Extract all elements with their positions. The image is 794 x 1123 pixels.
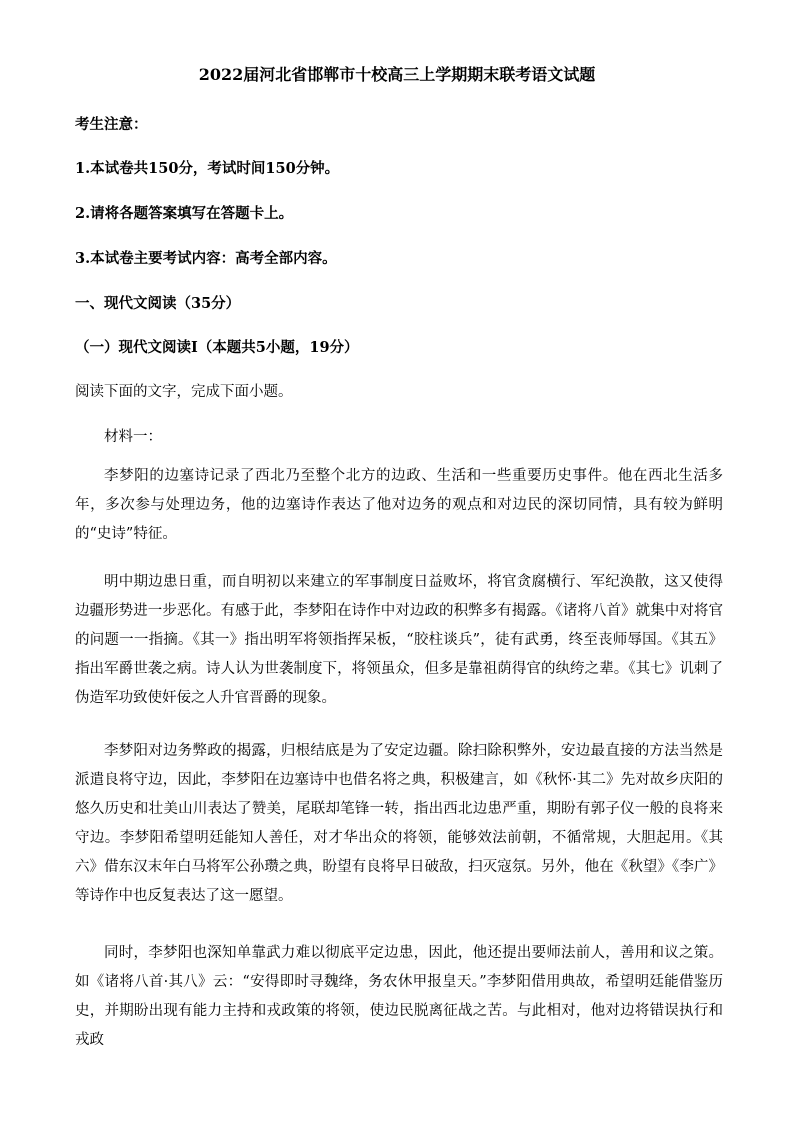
paragraph-1 <box>75 462 723 549</box>
notice-item-3: 3.本试卷主要考试内容：高考全部内容。 <box>75 250 337 267</box>
paragraph-text: 明中期边患日重，而自明初以来建立的军事制度日益败坏，将官贪腐横行、军纪涣散，这又使得边疆形势进一步恶化。有感于此，李梦阳在诗作中对边政的积弊多有揭露。《诸将八首》就集中对将官的问题一一指摘。《其一》指出明军将领指挥呆板，“胶柱谈兵”，徒有武勇，终至丧师辱国。《其五》指出军爵世袭之病。诗人认为世袭制度下，将领虽众，但多是靠祖荫得官的纨绔之辈。《其七》讥刺了伪造军功致使奸佞之人升官晋爵的现象。 <box>75 574 723 706</box>
material-label: 材料一： <box>104 429 162 445</box>
document-title: 2022届河北省邯郸市十校高三上学期期末联考语文试题 <box>198 65 596 84</box>
notice-heading: 考生注意： <box>75 116 148 133</box>
notice-item-1: 1.本试卷共150分，考试时间150分钟。 <box>75 160 340 177</box>
paragraph-text: 李梦阳对边务弊政的揭露，归根结底是为了安定边疆。除扫除积弊外，安边最直接的方法当然是派遣良将守边，因此，李梦阳在边塞诗中也借名将之典，积极建言，如《秋怀·其二》先对故乡庆阳的悠久历史和壮美山川表达了赞美，尾联却笔锋一转，指出西北边患严重，期盼有郭子仪一般的良将来守边。李梦阳希望明廷能知人善任，对才华出众的将领，能够效法前朝，不循常规，大胆起用。《其六》借东汉末年白马将军公孙瓒之典，盼望有良将早日破敌，扫灭寇氛。另外，他在《秋望》《李广》等诗作中也反复表达了这一愿望。 <box>75 743 723 904</box>
section-heading: 一、现代文阅读（35分） <box>75 295 241 312</box>
paragraph-text: 李梦阳的边塞诗记录了西北乃至整个北方的边政、生活和一些重要历史事件。他在西北生活多年，多次参与处理边务，他的边塞诗作表达了他对边务的观点和对边民的深切同情，具有较为鲜明的“史诗”特征。 <box>75 468 723 542</box>
paragraph-3 <box>75 737 723 911</box>
paragraph-4 <box>75 939 723 1055</box>
paragraph-2 <box>75 568 723 713</box>
paragraph-text: 同时，李梦阳也深知单靠武力难以彻底平定边患，因此，他还提出要师法前人，善用和议之策。如《诸将八首·其八》云：“安得即时寻魏绛，务农休甲报皇天。”李梦阳借用典故，希望明廷能借鉴历史，并期盼出现有能力主持和戎政策的将领，使边民脱离征战之苦。与此相对，他对边将错误执行和戎政 <box>75 945 723 1048</box>
notice-item-2: 2.请将各题答案填写在答题卡上。 <box>75 205 294 222</box>
reading-instruction: 阅读下面的文字，完成下面小题。 <box>75 384 293 400</box>
subsection-heading: （一）现代文阅读Ⅰ（本题共5小题，19分） <box>75 339 359 356</box>
